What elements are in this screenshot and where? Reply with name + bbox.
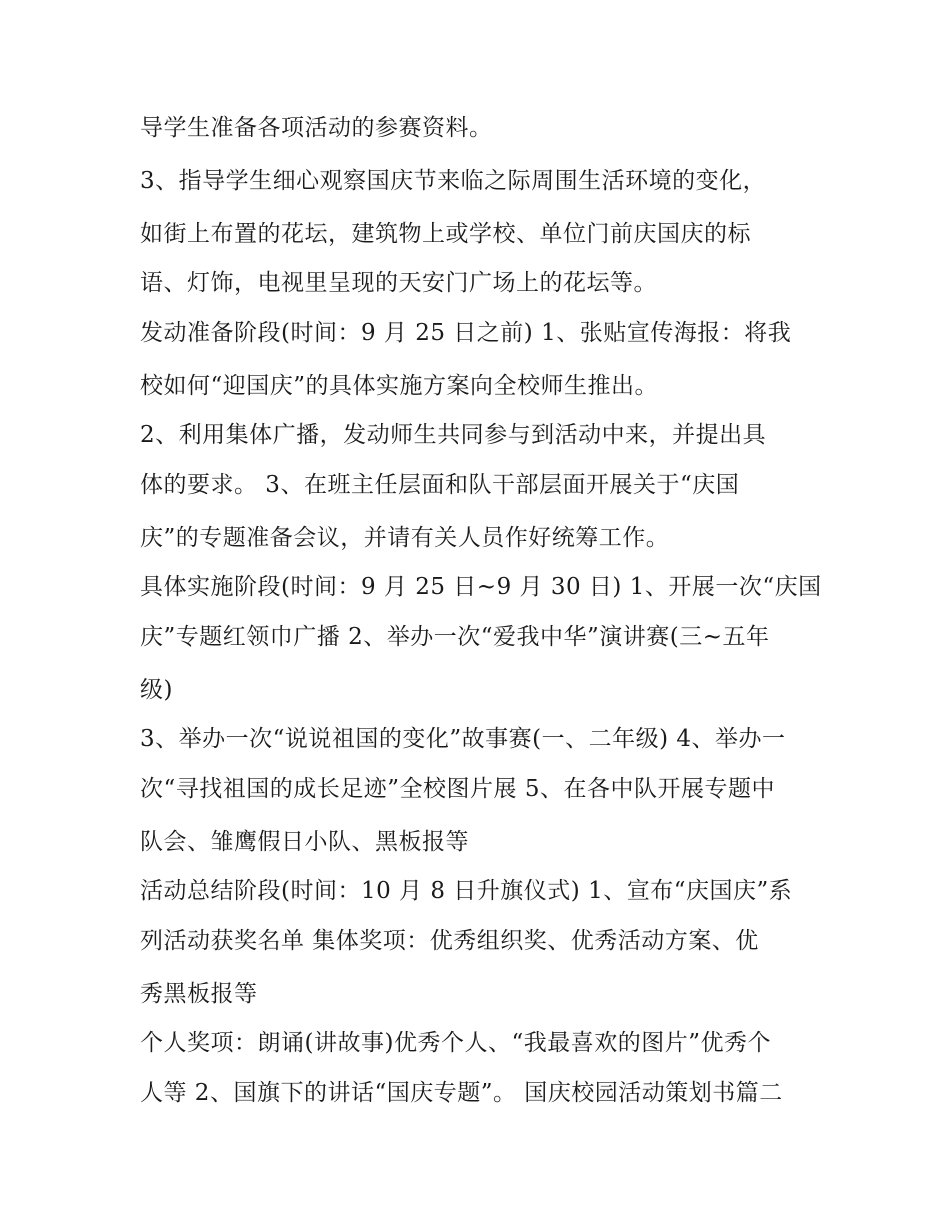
text-line: 语、灯饰，电视里呈现的天安门广场上的花坛等。 bbox=[140, 270, 657, 296]
text-line: 校如何“迎国庆”的具体实施方案向全校师生推出。 bbox=[140, 373, 659, 399]
text-line: 如街上布置的花坛，建筑物上或学校、单位门前庆国庆的标 bbox=[140, 221, 751, 247]
text-line: 活动总结阶段(时间：10 月 8 日升旗仪式) 1、宣布“庆国庆”系 bbox=[140, 878, 793, 904]
text-line: 人等 2、国旗下的讲话“国庆专题”。 国庆校园活动策划书篇二 bbox=[140, 1080, 783, 1106]
text-line: 庆”的专题准备会议，并请有关人员作好统筹工作。 bbox=[140, 525, 670, 551]
text-line: 3、指导学生细心观察国庆节来临之际周围生活环境的变化， bbox=[140, 168, 767, 194]
text-line: 导学生准备各项活动的参赛资料。 bbox=[140, 115, 493, 141]
text-line: 个人奖项：朗诵(讲故事)优秀个人、“我最喜欢的图片”优秀个 bbox=[140, 1030, 771, 1056]
text-line: 3、举办一次“说说祖国的变化”故事赛(一、二年级) 4、举办一 bbox=[140, 726, 786, 752]
text-line: 级) bbox=[140, 677, 173, 703]
text-line: 队会、雏鹰假日小队、黑板报等 bbox=[140, 829, 469, 855]
text-line: 2、利用集体广播，发动师生共同参与到活动中来，并提出具 bbox=[140, 422, 767, 448]
text-line: 体的要求。 3、在班主任层面和队干部层面开展关于“庆国 bbox=[140, 472, 740, 498]
text-line: 发动准备阶段(时间：9 月 25 日之前) 1、张贴宣传海报：将我 bbox=[140, 320, 792, 346]
text-line: 庆”专题红领巾广播 2、举办一次“爱我中华”演讲赛(三~五年 bbox=[140, 624, 770, 650]
text-line: 列活动获奖名单 集体奖项：优秀组织奖、优秀活动方案、优 bbox=[140, 928, 759, 954]
text-line: 秀黑板报等 bbox=[140, 981, 258, 1007]
text-line: 次“寻找祖国的成长足迹”全校图片展 5、在各中队开展专题中 bbox=[140, 776, 775, 802]
text-line: 具体实施阶段(时间：9 月 25 日~9 月 30 日) 1、开展一次“庆国 bbox=[140, 574, 822, 600]
